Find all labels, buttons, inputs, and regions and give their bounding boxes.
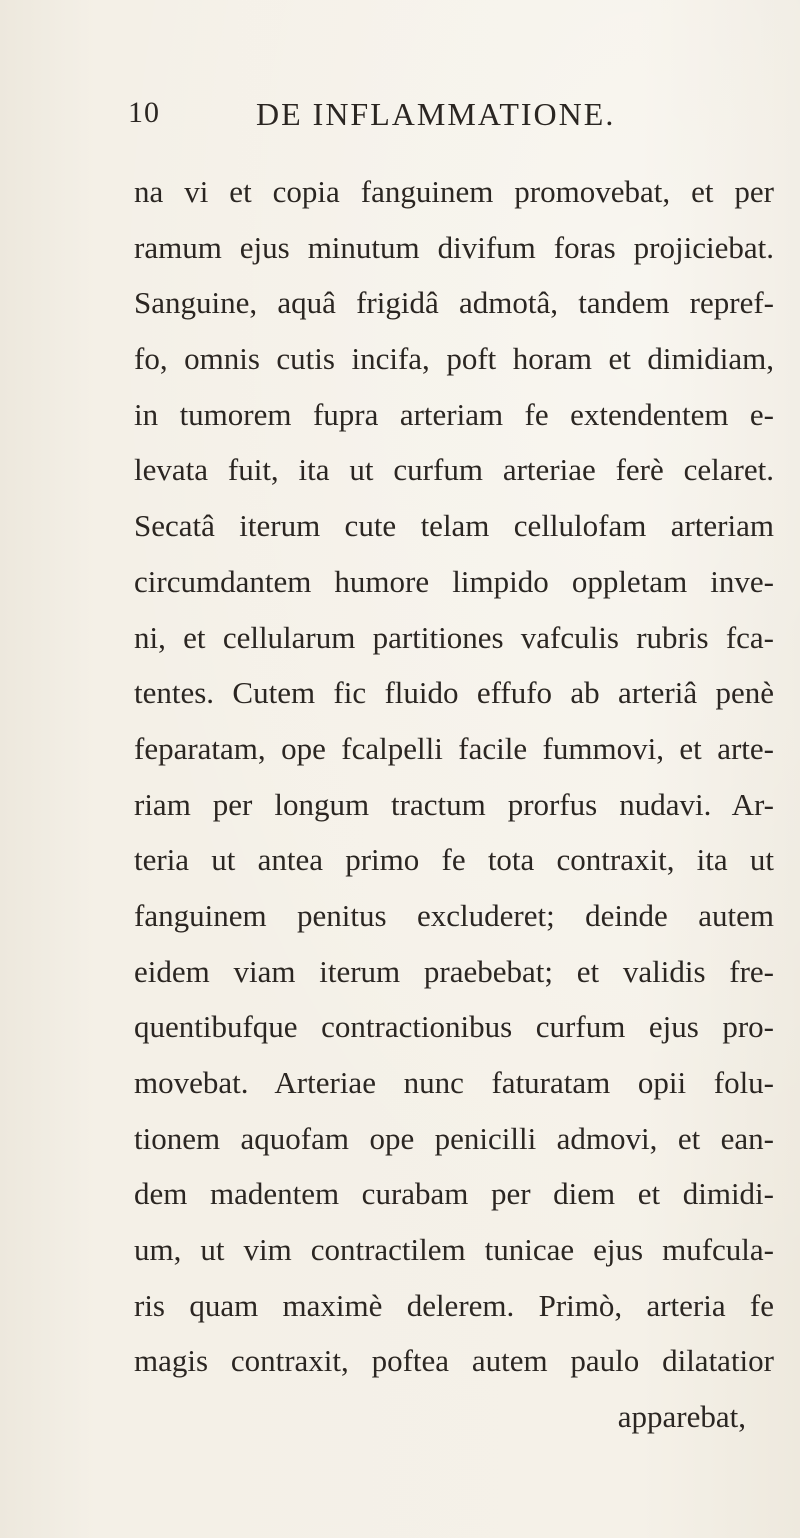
text-line: movebat. Arteriae nunc faturatam opii folu- bbox=[134, 1065, 774, 1100]
text-line: in tumorem fupra arteriam fe extendentem e- bbox=[134, 396, 774, 432]
text-line: Sanguine, aquâ frigidâ admotâ, tandem repref- bbox=[134, 285, 774, 321]
page-number: 10 bbox=[128, 96, 160, 129]
text-line: ramum ejus minutum divifum foras projiciebat. bbox=[134, 229, 774, 265]
text-line: levata fuit, ita ut curfum arteriae ferè celaret. bbox=[134, 452, 774, 488]
text-line: dem madentem curabam per diem et dimidi- bbox=[134, 1176, 774, 1212]
text-line: riam per longum tractum prorfus nudavi. Ar- bbox=[134, 786, 774, 822]
text-line: circumdantem humore limpido oppletam inve- bbox=[134, 563, 774, 599]
text-line: feparatam, ope fcalpelli facile fummovi, et arte- bbox=[134, 730, 774, 766]
text-line: fanguinem penitus excluderet; deinde autem bbox=[134, 897, 774, 933]
catchword: apparebat, bbox=[617, 1399, 746, 1435]
text-line: ni, et cellularum partitiones vafculis rubris fca- bbox=[134, 619, 774, 655]
text-line: quentibufque contractionibus curfum ejus pro- bbox=[134, 1009, 774, 1045]
text-line: na vi et copia fanguinem promovebat, et per bbox=[134, 174, 774, 209]
text-line: teria ut antea primo fe tota contraxit, ita ut bbox=[134, 842, 774, 878]
text-line: eidem viam iterum praebebat; et validis fre- bbox=[134, 953, 774, 989]
text-line: fo, omnis cutis incifa, poft horam et dimidiam, bbox=[134, 341, 774, 377]
text-line: ris quam maximè delerem. Primò, arteria fe bbox=[134, 1287, 774, 1323]
text-line: Secatâ iterum cute telam cellulofam arteriam bbox=[134, 508, 774, 544]
text-line: tentes. Cutem fic fluido effufo ab arteriâ penè bbox=[134, 675, 774, 711]
text-line: tionem aquofam ope penicilli admovi, et ean- bbox=[134, 1120, 774, 1156]
text-line: um, ut vim contractilem tunicae ejus mufcula- bbox=[134, 1232, 774, 1268]
body-text bbox=[134, 164, 774, 1445]
running-head bbox=[128, 96, 648, 146]
running-title: DE INFLAMMATIONE. bbox=[256, 96, 616, 132]
text-line: magis contraxit, poftea autem paulo dilatatior bbox=[134, 1343, 774, 1379]
